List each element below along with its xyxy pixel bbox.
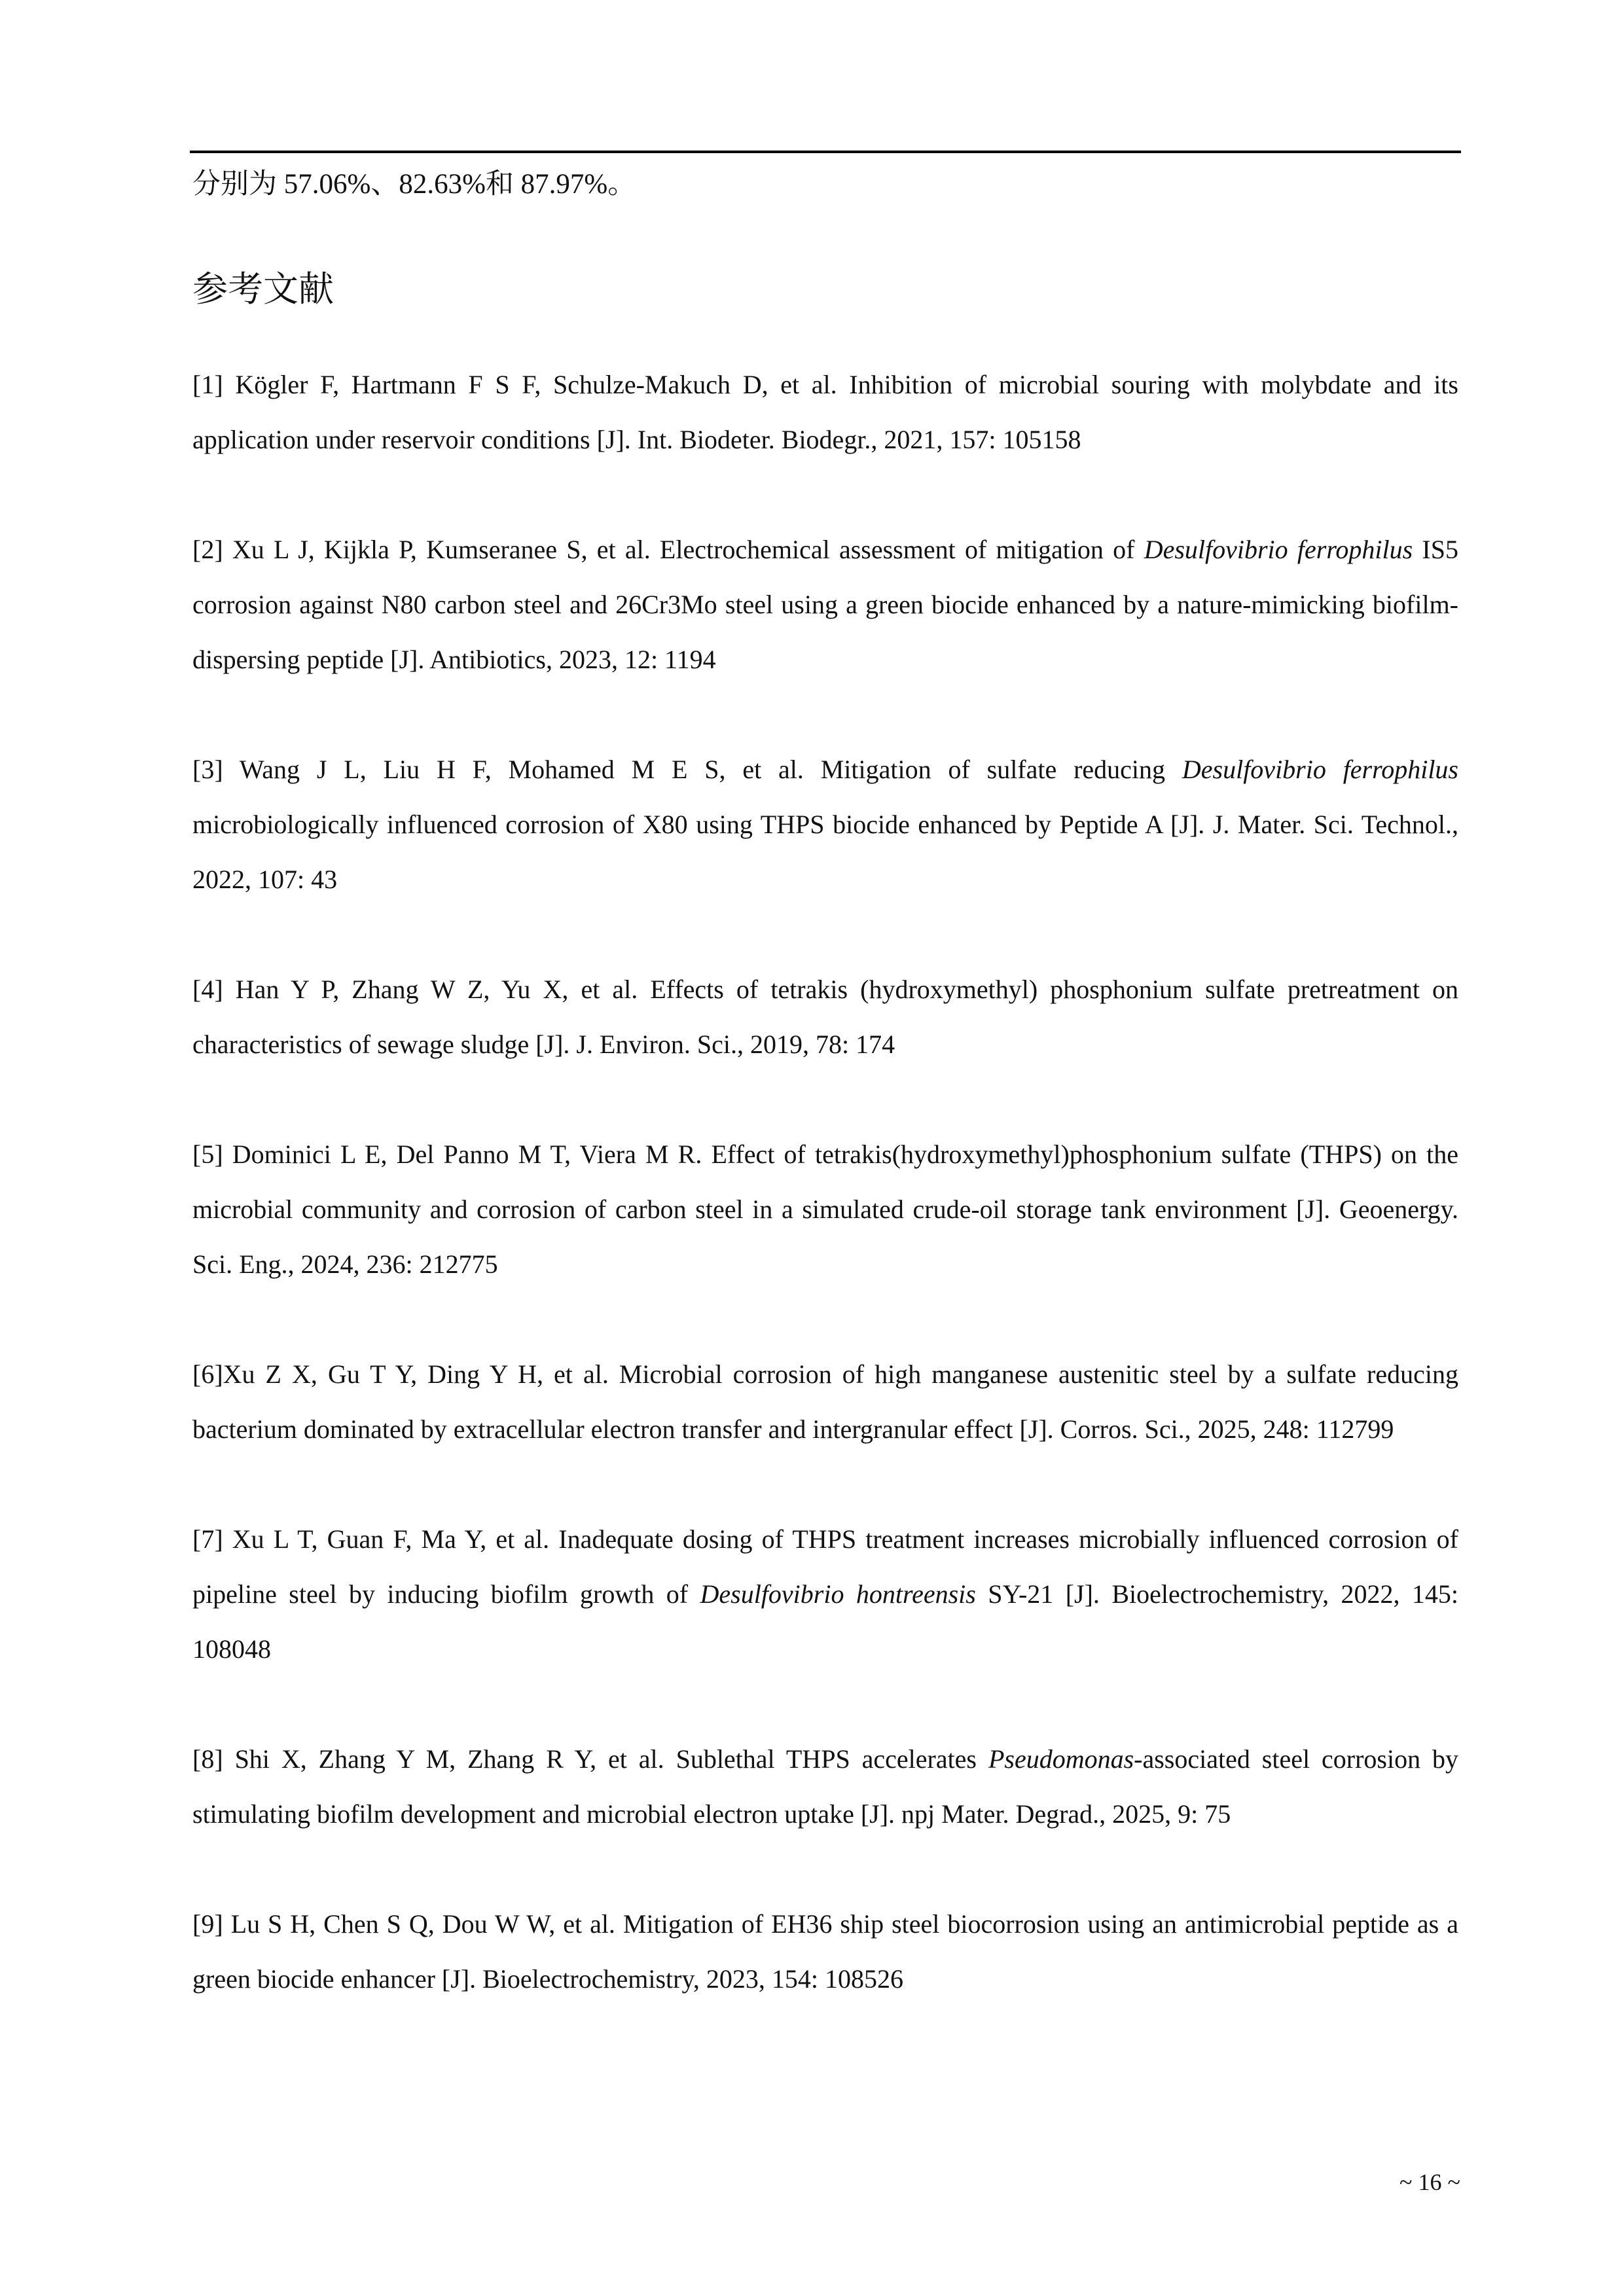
reference-item [192, 1127, 1458, 1292]
reference-item [192, 1732, 1458, 1842]
header-rule [190, 151, 1461, 153]
reference-item [192, 1347, 1458, 1457]
reference-species: Desulfovibrio ferrophilus [1182, 755, 1459, 784]
reference-species: Desulfovibrio hontreensis [700, 1579, 976, 1609]
reference-item [192, 1512, 1458, 1677]
reference-text: [4] Han Y P, Zhang W Z, Yu X, et al. Effects of tetrakis (hydroxymethyl) phosphonium sulfate pretreatment on characteristics of sewage sludge [J]. J. Environ. Sci., 2019, 78: 174 [192, 975, 1458, 1059]
reference-text-end: SY-21 [J]. Bioelectrochemistry, 2022, 145: 108048 [192, 1579, 1459, 1664]
reference-text: [1] Kögler F, Hartmann F S F, Schulze-Makuch D, et al. Inhibition of microbial souring with molybdate and its application under reservoir conditions [J]. Int. Biodeter. Biodegr., 2021, 157: 105158 [192, 370, 1458, 454]
reference-text: [2] Xu L J, Kijkla P, Kumseranee S, et al. Electrochemical assessment of mitigation of [192, 535, 1144, 564]
reference-text: [9] Lu S H, Chen S Q, Dou W W, et al. Mitigation of EH36 ship steel biocorrosion using an antimicrobial peptide as a green biocide enhancer [J]. Bioelectrochemistry, 2023, 154: 108526 [192, 1909, 1458, 1994]
reference-text: [5] Dominici L E, Del Panno M T, Viera M R. Effect of tetrakis(hydroxymethyl)phosphonium sulfate (THPS) on the microbial community and corrosion of carbon steel in a simulated crude-oil storage tank environment [J]. Geoenergy. Sci. Eng., 2024, 236: 212775 [192, 1139, 1458, 1279]
reference-item [192, 962, 1458, 1072]
reference-item [192, 357, 1458, 467]
reference-list [192, 357, 1458, 2007]
continuation-text: 分别为 57.06%、82.63%和 87.97%。 [192, 169, 636, 200]
reference-text: [6]Xu Z X, Gu T Y, Ding Y H, et al. Microbial corrosion of high manganese austenitic steel by a sulfate reducing bacterium dominated by extracellular electron transfer and intergranular effect [J]. Corros. Sci., 2025, 248: 112799 [192, 1359, 1458, 1444]
reference-item [192, 1897, 1458, 2007]
reference-text-end: -associated steel corrosion by stimulating biofilm development and microbial electron uptake [J]. npj Mater. Degrad., 2025, 9: 75 [192, 1744, 1459, 1829]
page-number: ~ 16 ~ [1399, 2169, 1460, 2195]
reference-species: Pseudomonas [988, 1744, 1134, 1774]
reference-text: [8] Shi X, Zhang Y M, Zhang R Y, et al. Sublethal THPS accelerates [192, 1744, 988, 1774]
reference-item [192, 742, 1458, 907]
reference-species: Desulfovibrio ferrophilus [1144, 535, 1413, 564]
reference-item [192, 522, 1458, 687]
references-heading: 参考文献 [192, 270, 334, 309]
reference-text-end: IS5 corrosion against N80 carbon steel and 26Cr3Mo steel using a green biocide enhanced by a nature-mimicking biofilm-dispersing peptide [J]. Antibiotics, 2023, 12: 1194 [192, 535, 1458, 674]
page-content [192, 157, 1458, 2007]
reference-text: [3] Wang J L, Liu H F, Mohamed M E S, et al. Mitigation of sulfate reducing [192, 755, 1182, 784]
reference-text-end: microbiologically influenced corrosion of X80 using THPS biocide enhanced by Peptide A [J]. J. Mater. Sci. Technol., 2022, 107: 43 [192, 810, 1458, 894]
reference-text: [7] Xu L T, Guan F, Ma Y, et al. Inadequate dosing of THPS treatment increases microbially influenced corrosion of pipeline steel by inducing biofilm growth of [192, 1524, 1458, 1609]
